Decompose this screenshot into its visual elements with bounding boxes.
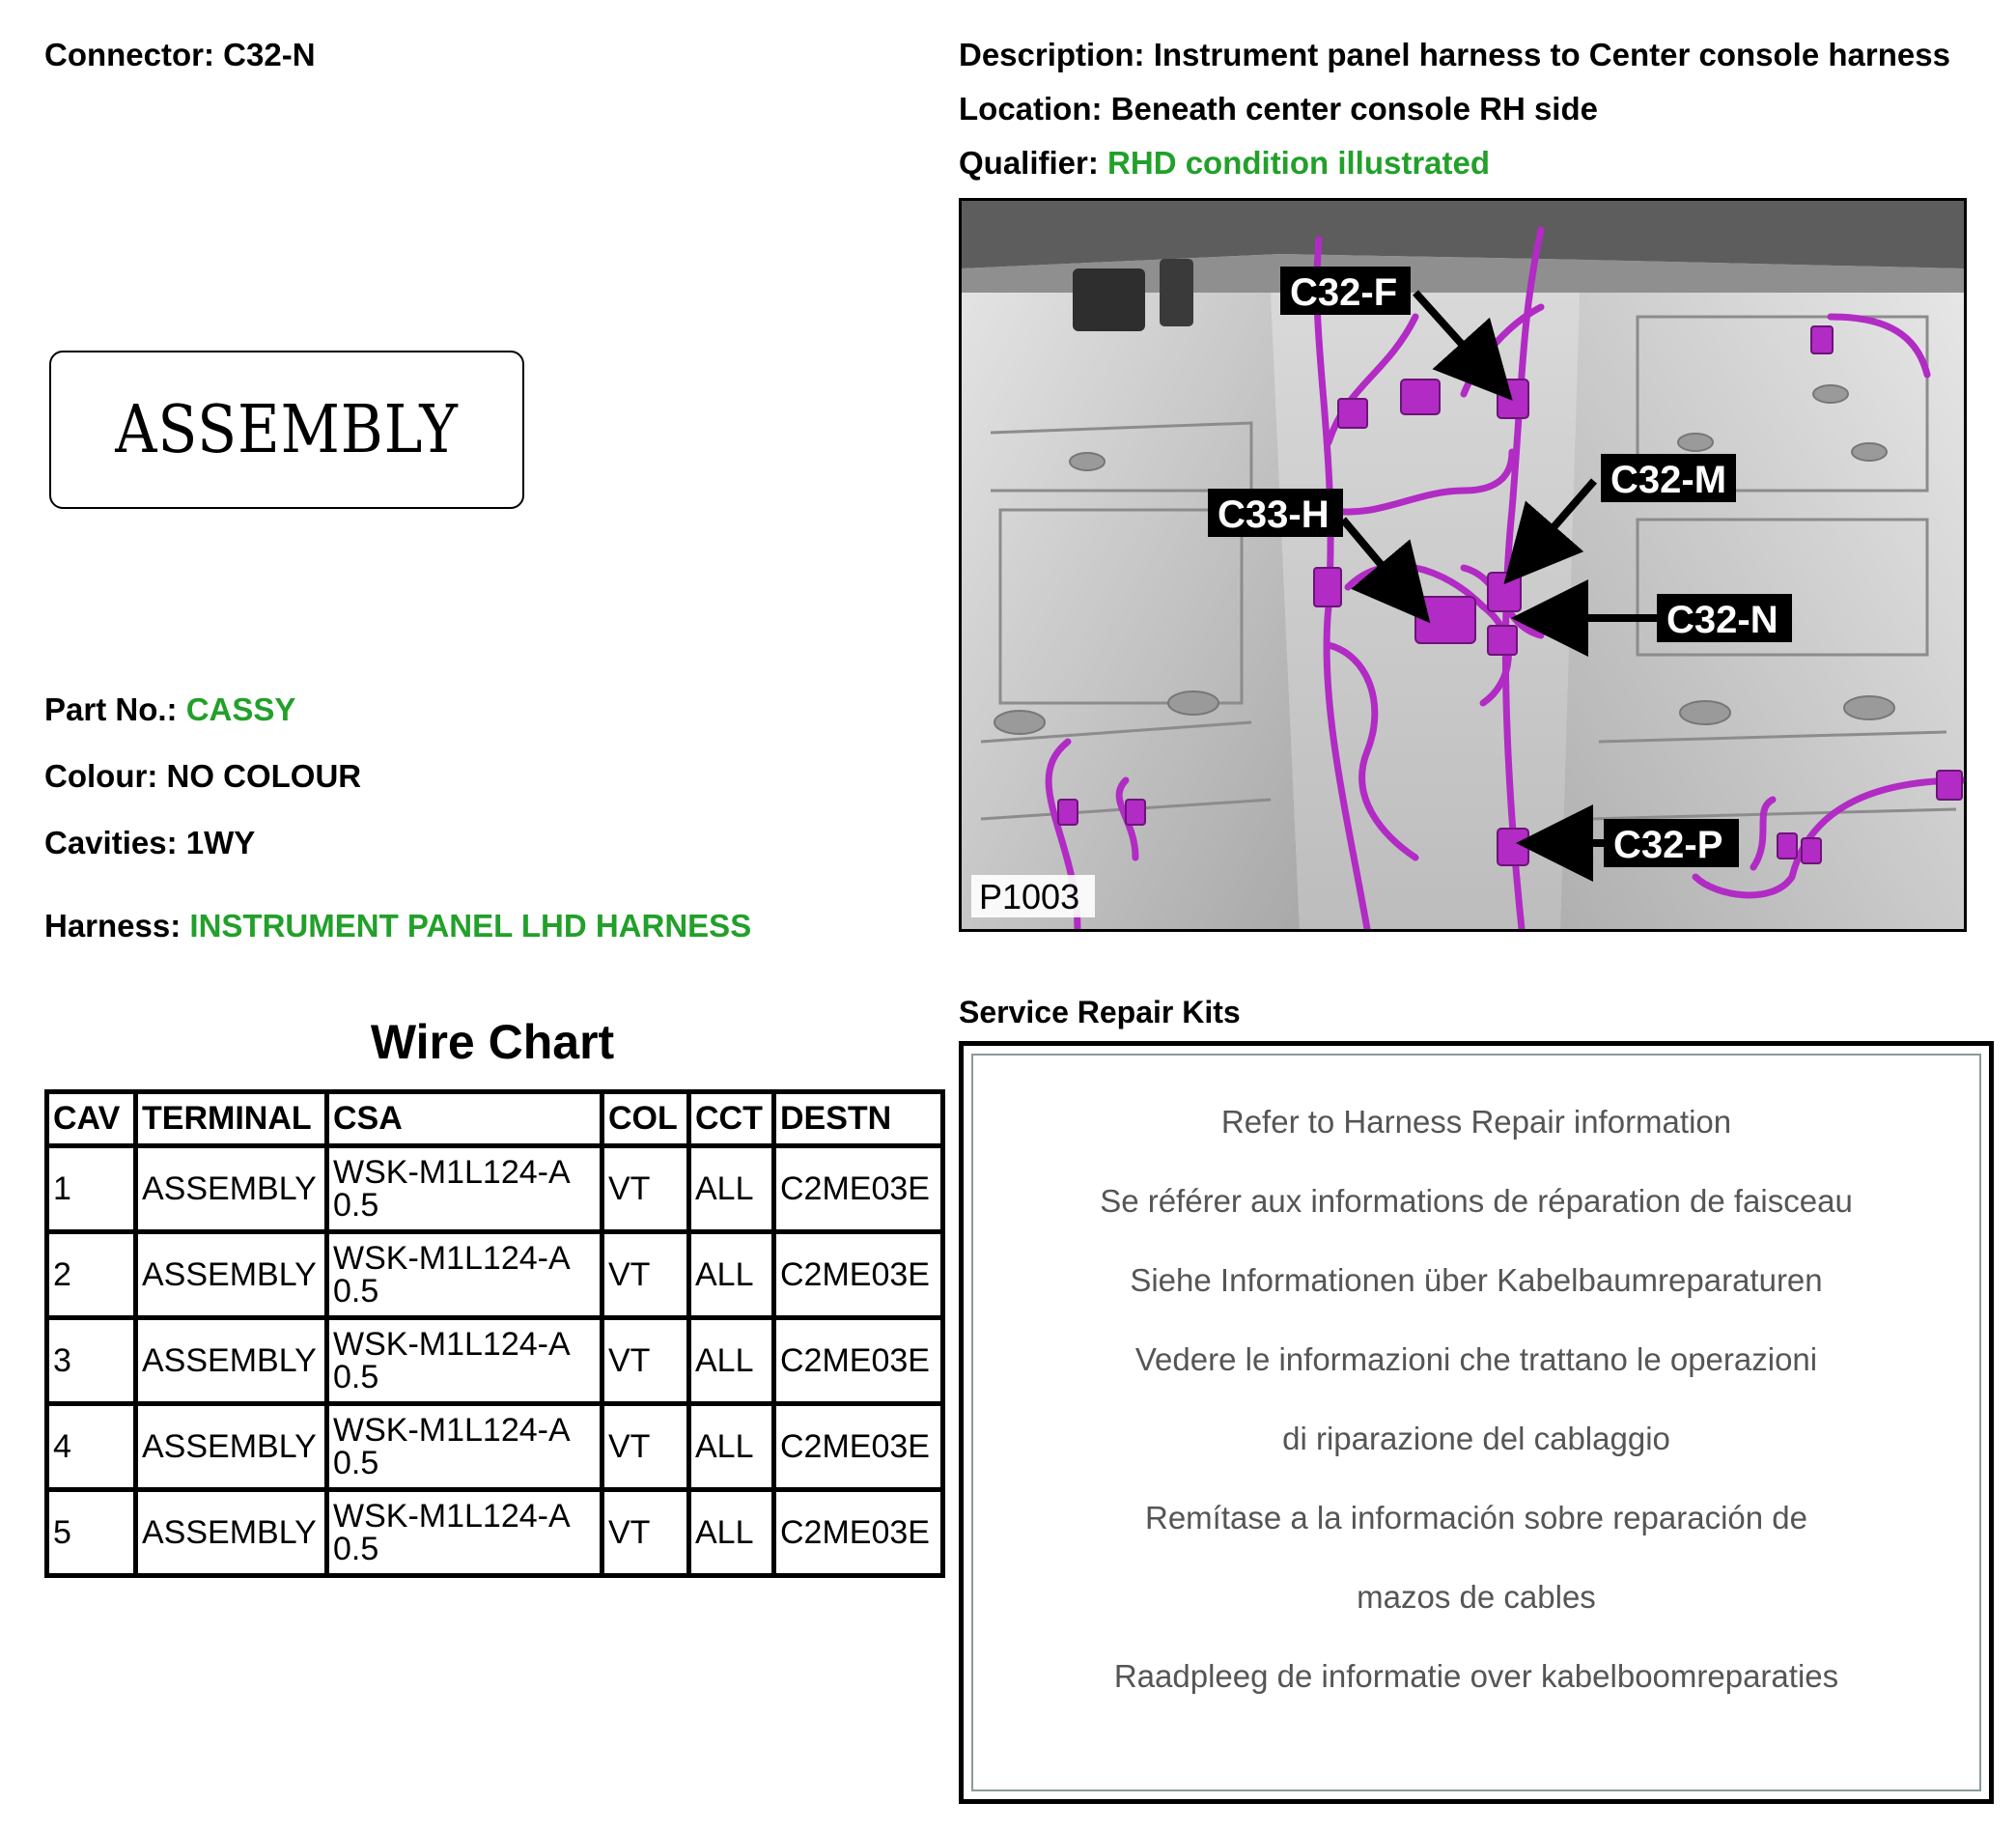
cell-terminal: ASSEMBLY <box>136 1404 327 1490</box>
cell-col: VT <box>602 1146 689 1232</box>
description-value: Instrument panel harness to Center console harness <box>1153 37 1950 72</box>
description-label: Description: <box>959 37 1145 72</box>
table-row <box>47 1490 943 1576</box>
vehicle-floor-illustration <box>962 201 1964 929</box>
location-illustration <box>959 198 1967 932</box>
csa-spec: WSK-M1L124-A <box>333 1154 571 1191</box>
cell-terminal: ASSEMBLY <box>136 1232 327 1318</box>
qualifier-field <box>959 145 1490 182</box>
table-row <box>47 1232 943 1318</box>
figure-id: P1003 <box>979 877 1080 916</box>
cell-cav: 4 <box>47 1404 136 1490</box>
csa-size: 0.5 <box>333 1531 379 1567</box>
part-no-label: Part No.: <box>44 691 178 727</box>
csa-spec: WSK-M1L124-A <box>333 1240 571 1277</box>
location-label: Location: <box>959 91 1103 127</box>
csa-size: 0.5 <box>333 1273 379 1310</box>
table-row <box>47 1146 943 1232</box>
csa-spec: WSK-M1L124-A <box>333 1412 571 1449</box>
cell-cct: ALL <box>689 1404 774 1490</box>
callout-c32-f: C32-F <box>1290 271 1398 314</box>
cavities-value: 1WY <box>185 825 256 860</box>
connector-face-box <box>49 351 524 509</box>
cell-destn: C2ME03E <box>774 1404 943 1490</box>
cell-destn: C2ME03E <box>774 1146 943 1232</box>
connector-field <box>44 37 316 73</box>
cell-terminal: ASSEMBLY <box>136 1146 327 1232</box>
kit-line: Vedere le informazioni che trattano le operazioni <box>1134 1341 1818 1377</box>
colour-label: Colour: <box>44 758 158 794</box>
cell-csa <box>327 1318 602 1404</box>
csa-spec: WSK-M1L124-A <box>333 1498 571 1535</box>
header-col: COL <box>602 1092 689 1146</box>
header-cct: CCT <box>689 1092 774 1146</box>
callout-c32-n: C32-N <box>1666 599 1778 641</box>
cell-col: VT <box>602 1404 689 1490</box>
service-kits-title: Service Repair Kits <box>959 995 1241 1029</box>
callout-c32-p: C32-P <box>1613 824 1723 866</box>
cell-csa <box>327 1490 602 1576</box>
harness-label: Harness: <box>44 908 182 944</box>
wire-chart-header-row <box>47 1092 943 1146</box>
cell-terminal: ASSEMBLY <box>136 1490 327 1576</box>
table-row <box>47 1318 943 1404</box>
colour-field <box>44 758 361 795</box>
connector-value: C32-N <box>223 37 316 72</box>
header-terminal: TERMINAL <box>136 1092 327 1146</box>
cell-col: VT <box>602 1318 689 1404</box>
header-cav: CAV <box>47 1092 136 1146</box>
kit-line: Refer to Harness Repair information <box>1220 1104 1732 1140</box>
cell-terminal: ASSEMBLY <box>136 1318 327 1404</box>
header-csa: CSA <box>327 1092 602 1146</box>
cell-cct: ALL <box>689 1490 774 1576</box>
service-kits-box <box>959 1041 1994 1804</box>
qualifier-value: RHD condition illustrated <box>1107 145 1491 181</box>
kit-line: Raadpleeg de informatie over kabelboomreparaties <box>1113 1658 1839 1694</box>
location-value: Beneath center console RH side <box>1110 91 1598 127</box>
qualifier-label: Qualifier: <box>959 145 1099 181</box>
connector-label: Connector: <box>44 37 214 72</box>
harness-value: INSTRUMENT PANEL LHD HARNESS <box>189 908 752 944</box>
harness-field <box>44 908 751 944</box>
cell-cct: ALL <box>689 1318 774 1404</box>
table-row <box>47 1404 943 1490</box>
service-kits-inner <box>971 1054 1981 1791</box>
colour-value: NO COLOUR <box>166 758 362 794</box>
kit-line: Remítase a la información sobre reparación de <box>1144 1500 1808 1535</box>
cell-csa <box>327 1232 602 1318</box>
part-no-value: CASSY <box>185 691 296 727</box>
kit-line: mazos de cables <box>1357 1579 1596 1615</box>
header-destn: DESTN <box>774 1092 943 1146</box>
cell-destn: C2ME03E <box>774 1490 943 1576</box>
cell-cav: 3 <box>47 1318 136 1404</box>
cell-csa <box>327 1146 602 1232</box>
csa-size: 0.5 <box>333 1187 379 1224</box>
connector-face-label: ASSEMBLY <box>115 391 459 468</box>
csa-spec: WSK-M1L124-A <box>333 1326 571 1363</box>
csa-size: 0.5 <box>333 1359 379 1395</box>
wire-chart-table <box>44 1089 945 1578</box>
cell-csa <box>327 1404 602 1490</box>
kit-line: Siehe Informationen über Kabelbaumreparaturen <box>1130 1262 1823 1298</box>
csa-size: 0.5 <box>333 1445 379 1481</box>
cell-cav: 5 <box>47 1490 136 1576</box>
cell-cav: 2 <box>47 1232 136 1318</box>
cavities-field <box>44 825 255 861</box>
cavities-label: Cavities: <box>44 825 178 860</box>
cell-destn: C2ME03E <box>774 1232 943 1318</box>
cell-cav: 1 <box>47 1146 136 1232</box>
cell-col: VT <box>602 1232 689 1318</box>
cell-cct: ALL <box>689 1232 774 1318</box>
cell-destn: C2ME03E <box>774 1318 943 1404</box>
cell-col: VT <box>602 1490 689 1576</box>
description-field <box>959 37 1950 73</box>
callout-c32-m: C32-M <box>1610 459 1727 501</box>
wire-chart-title: Wire Chart <box>370 1015 615 1069</box>
cell-cct: ALL <box>689 1146 774 1232</box>
callout-c33-h: C33-H <box>1218 493 1330 536</box>
part-no-field <box>44 691 295 728</box>
location-field <box>959 91 1598 127</box>
kit-line: di riparazione del cablaggio <box>1282 1421 1670 1456</box>
kit-line: Se référer aux informations de réparation de faisceau <box>1100 1183 1853 1219</box>
